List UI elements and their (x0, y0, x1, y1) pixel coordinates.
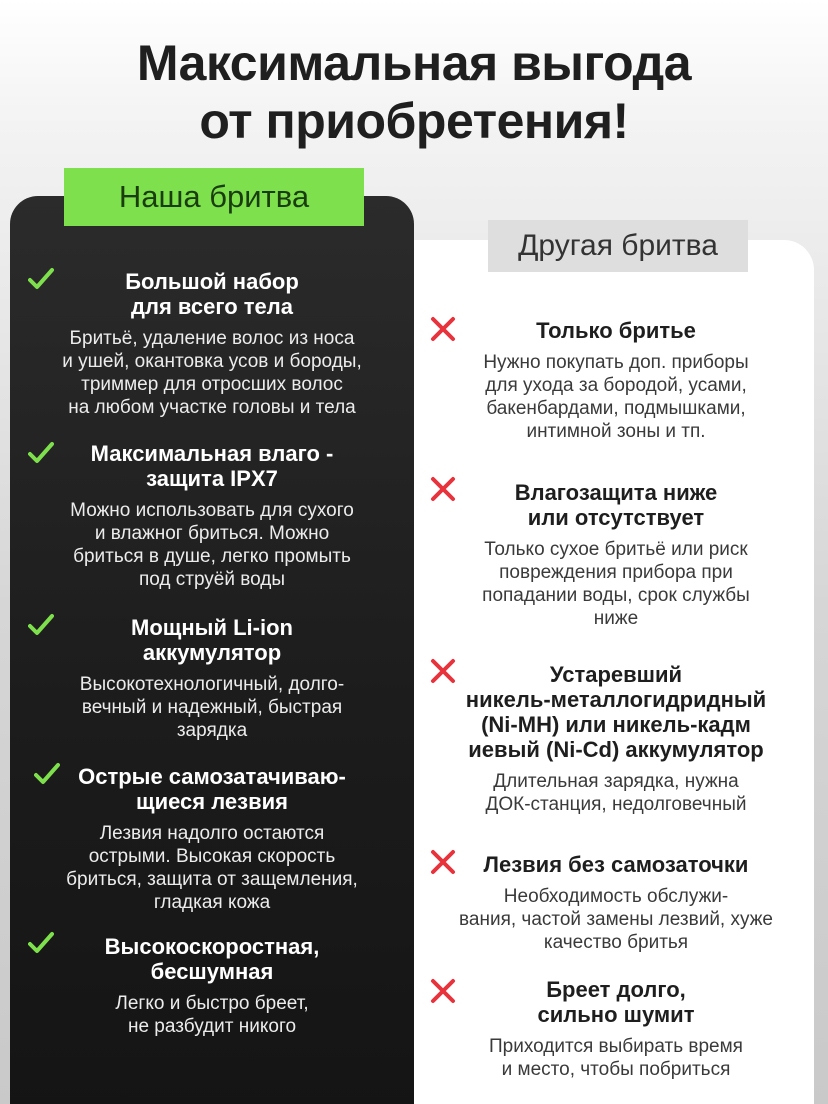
feature-heading-line: сильно шумит (537, 1002, 695, 1027)
other-razor-label: Другая бритва (488, 220, 748, 272)
feature-heading-line: для всего тела (131, 294, 293, 319)
feature-description-line: на любом участке головы и тела (68, 397, 356, 418)
feature-description-line: и ушей, окантовка усов и бороды, (62, 351, 362, 372)
other-razor-feature (418, 480, 814, 630)
feature-heading-line: Высокоскоростная, (104, 934, 320, 959)
feature-heading-line: Только бритье (536, 318, 696, 343)
feature-heading (20, 269, 404, 319)
feature-heading-line: (Ni-MH) или никель-кадм (481, 712, 751, 737)
feature-description-line: бриться, защита от защемления, (66, 869, 358, 890)
feature-description (20, 499, 404, 591)
feature-heading-line: Максимальная влаго - (90, 441, 334, 466)
feature-description-line: Необходимость обслужи- (503, 886, 729, 907)
our-razor-feature (20, 615, 404, 742)
feature-description-line: для ухода за бородой, усами, (485, 375, 747, 396)
feature-description-line: бакенбардами, подмышками, (486, 398, 746, 419)
feature-description-line: триммер для отросших волос (81, 374, 343, 395)
feature-description-line: зарядка (176, 720, 248, 741)
feature-heading-line: защита IPX7 (146, 466, 278, 491)
feature-description-line: Только сухое бритьё или риск (484, 539, 748, 560)
feature-heading-line: Влагозащита ниже (514, 480, 718, 505)
feature-description (418, 1035, 814, 1081)
feature-description-line: повреждения прибора при (499, 562, 733, 583)
feature-description (20, 992, 404, 1038)
feature-heading-line: аккумулятор (142, 640, 282, 665)
feature-heading (20, 764, 404, 814)
feature-heading-line: Острые самозатачиваю- (78, 764, 346, 789)
feature-description-line: попадании воды, срок службы (482, 585, 750, 606)
title-line-2: от приобретения! (199, 93, 629, 149)
our-razor-feature (20, 441, 404, 591)
feature-description-line: и место, чтобы побриться (501, 1059, 731, 1080)
other-razor-feature (418, 662, 814, 816)
feature-description-line: Лезвия надолго остаются (99, 823, 325, 844)
other-razor-feature (418, 852, 814, 954)
feature-description (20, 673, 404, 742)
feature-heading-line: или отсутствует (527, 505, 705, 530)
feature-description-line: острыми. Высокая скорость (88, 846, 336, 867)
feature-heading (20, 441, 404, 491)
feature-heading-line: щиеся лезвия (136, 789, 288, 814)
feature-heading-line: Мощный Li-ion (131, 615, 293, 640)
feature-heading (418, 977, 814, 1027)
feature-heading-line: никель-металлогидридный (465, 687, 767, 712)
feature-heading-line: иевый (Ni-Cd) аккумулятор (468, 737, 764, 762)
other-razor-feature (418, 318, 814, 443)
feature-description-line: Можно использовать для сухого (70, 500, 354, 521)
feature-heading (418, 480, 814, 530)
feature-heading-line: бесшумная (150, 959, 274, 984)
feature-description-line: Нужно покупать доп. приборы (483, 352, 749, 373)
our-razor-feature (20, 934, 404, 1038)
feature-description-line: под струёй воды (138, 569, 286, 590)
feature-description-line: Длительная зарядка, нужна (493, 771, 739, 792)
feature-description (20, 822, 404, 914)
feature-description-line: вания, частой замены лезвий, хуже (459, 909, 773, 930)
title-line-1: Максимальная выгода (136, 35, 692, 91)
other-razor-feature (418, 977, 814, 1081)
feature-description-line: бриться в душе, легко промыть (73, 546, 351, 567)
feature-description (418, 351, 814, 443)
feature-description-line: вечный и надежный, быстрая (81, 697, 343, 718)
feature-description-line: интимной зоны и тп. (526, 421, 706, 442)
feature-description-line: ниже (593, 608, 639, 629)
feature-description-line: Легко и быстро бреет, (115, 993, 309, 1014)
feature-heading-line: Бреет долго, (546, 977, 686, 1002)
our-razor-feature (20, 269, 404, 419)
feature-heading (418, 662, 814, 762)
feature-description-line: и влажног бриться. Можно (94, 523, 330, 544)
our-razor-label: Наша бритва (64, 168, 364, 226)
feature-description (418, 770, 814, 816)
feature-description-line: Высокотехнологичный, долго- (79, 674, 345, 695)
feature-heading (418, 852, 814, 877)
feature-description-line: Бритьё, удаление волос из носа (69, 328, 355, 349)
feature-description-line: не разбудит никого (127, 1016, 297, 1037)
feature-description (418, 538, 814, 630)
feature-heading-line: Устаревший (549, 662, 683, 687)
feature-description-line: качество бритья (543, 932, 689, 953)
feature-heading (20, 934, 404, 984)
page-title (0, 34, 828, 150)
our-razor-feature (20, 764, 404, 914)
feature-description (20, 327, 404, 419)
feature-description-line: Приходится выбирать время (489, 1036, 743, 1057)
feature-heading-line: Лезвия без самозаточки (483, 852, 749, 877)
feature-heading-line: Большой набор (125, 269, 299, 294)
feature-description-line: гладкая кожа (153, 892, 271, 913)
feature-description (418, 885, 814, 954)
feature-heading (418, 318, 814, 343)
feature-description-line: ДОК-станция, недолговечный (485, 794, 747, 815)
feature-heading (20, 615, 404, 665)
